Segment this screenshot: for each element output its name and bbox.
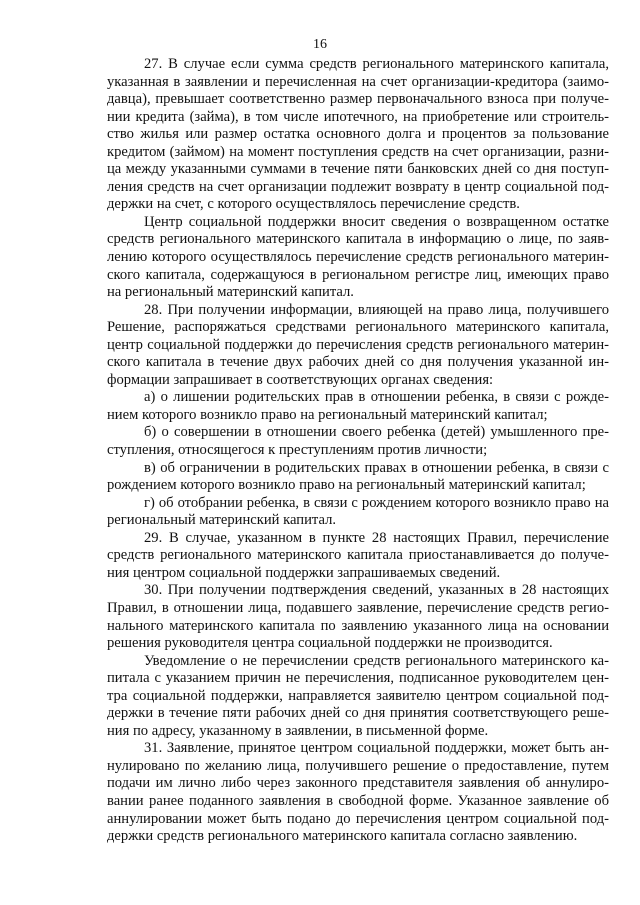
text-line: ство жилья или размер остатка основного долга и процентов за пользование: [107, 126, 609, 143]
text-line: а) о лишении родительских прав в отношении ребенка, в связи с рожде-: [144, 389, 609, 406]
text-line: тра социальной поддержки, направляется заявителю центром социальной под-: [107, 687, 609, 704]
text-line: региональный материнский капитал.: [107, 512, 337, 529]
text-line: ского капитала, содержащуюся в региональном регистре лиц, имеющих право: [107, 266, 609, 283]
text-line: подачи им лично либо через законного представителя заявления об аннулиро-: [107, 775, 609, 792]
text-line: ния по адресу, указанному в заявлении, в письменной форме.: [107, 722, 489, 739]
text-line: средств регионального материнского капитала в информацию о лице, по заяв-: [107, 231, 609, 248]
text-line: 28. При получении информации, влияющей на право лица, получившего: [144, 301, 609, 318]
text-line: ления средств на счет организации подлежит возврату в центр социальной под-: [107, 178, 609, 195]
text-line: Правил, в отношении лица, подавшего заявление, перечисление средств регио-: [107, 599, 609, 616]
text-line: рождением которого возникло право на региональный материнский капитал;: [107, 477, 586, 494]
text-line: аннулировании может быть подано до перечисления центром социальной под-: [107, 810, 609, 827]
text-line: указанная в заявлении и перечисленная на счет организации-кредитора (заимо-: [107, 73, 609, 90]
text-line: формации запрашивает в соответствующих органах сведения:: [107, 371, 494, 388]
text-line: в) об ограничении в родительских правах в отношении ребенка, в связи с: [144, 459, 609, 476]
text-line: на региональный материнский капитал.: [107, 284, 354, 301]
text-line: лению которого осуществлялось перечисление средств регионального материн-: [107, 249, 609, 266]
text-line: ца между указанными суммами в течение пяти банковских дней со дня поступ-: [107, 161, 609, 178]
text-line: Решение, распоряжаться средствами регионального материнского капитала,: [107, 319, 609, 336]
text-line: 30. При получении подтверждения сведений, указанных в 28 настоящих: [144, 582, 609, 599]
text-line: держки на счет, с которого осуществлялось перечисление средств.: [107, 196, 520, 213]
text-line: средств регионального материнского капитала приостанавливается до получе-: [107, 547, 609, 564]
text-line: держки в течение пяти рабочих дней со дня принятия соответствующего реше-: [107, 705, 609, 722]
text-line: держки средств регионального материнского капитала согласно заявлению.: [107, 828, 578, 845]
text-line: нием которого возникло право на региональный материнский капитал;: [107, 406, 548, 423]
text-line: 31. Заявление, принятое центром социальной поддержки, может быть ан-: [144, 740, 609, 757]
text-line: Центр социальной поддержки вносит сведения о возвращенном остатке: [144, 213, 609, 230]
text-line: нии кредита (займа), в том числе ипотечного, на приобретение или строитель-: [107, 108, 609, 125]
text-line: 27. В случае если сумма средств регионального материнского капитала,: [144, 56, 609, 72]
text-line: нального материнского капитала по заявлению указанного лица на основании: [107, 617, 609, 634]
text-line: решения руководителя центра социальной поддержки не производится.: [107, 635, 553, 652]
text-line: г) об отобрании ребенка, в связи с рождением которого возникло право на: [144, 494, 609, 511]
text-line: центр социальной поддержки до перечисления средств регионального материн-: [107, 336, 609, 353]
document-body: [107, 56, 609, 846]
text-line: ского капитала в течение двух рабочих дней со дня получения указанной ин-: [107, 354, 609, 371]
text-line: 29. В случае, указанном в пункте 28 настоящих Правил, перечисление: [144, 529, 609, 546]
page-number: 16: [313, 37, 327, 52]
text-line: давца), превышает соответственно размер первоначального взноса при получе-: [107, 91, 609, 108]
text-line: кредитом (займом) на момент поступления средств на счет организации, разни-: [107, 143, 609, 160]
text-line: ступления, относящегося к преступлениям против личности;: [107, 442, 488, 459]
text-line: питала с указанием причин не перечисления, подписанное руководителем цен-: [107, 670, 609, 687]
text-line: нулировано по желанию лица, получившего решение о предоставление, путем: [107, 757, 609, 774]
text-line: Уведомление о не перечислении средств регионального материнского ка-: [144, 652, 609, 669]
text-line: ния центром социальной поддержки запрашиваемых сведений.: [107, 564, 501, 581]
text-line: вании ранее поданного заявления в свободной форме. Указанное заявление об: [107, 792, 609, 809]
text-line: б) о совершении в отношении своего ребенка (детей) умышленного пре-: [144, 424, 609, 441]
